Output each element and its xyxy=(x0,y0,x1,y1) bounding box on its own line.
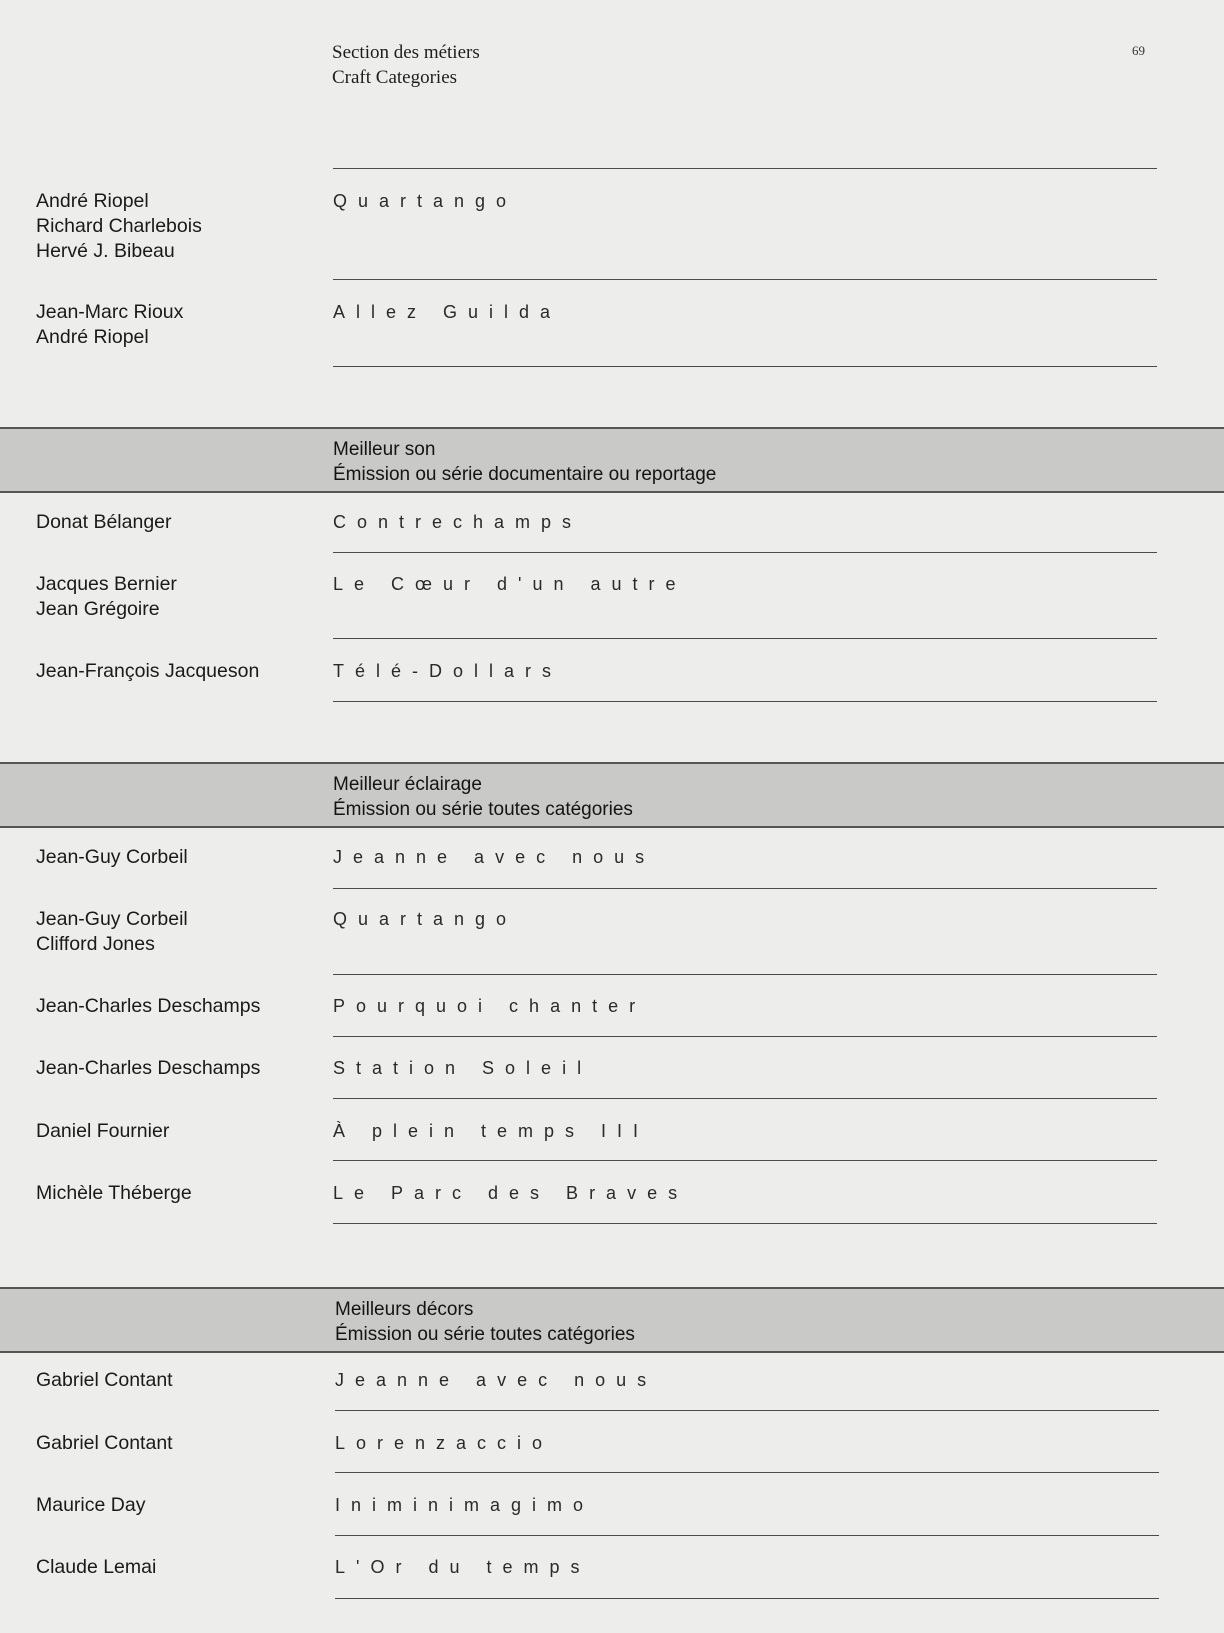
credit-names xyxy=(36,510,172,535)
credit-name: Michèle Théberge xyxy=(36,1182,192,1204)
category-title: Meilleur éclairage xyxy=(333,774,482,795)
credit-name: Jean-Guy Corbeil xyxy=(36,846,188,868)
program-title: Allez Guilda xyxy=(333,302,562,322)
credit-name: Gabriel Contant xyxy=(36,1432,173,1454)
credit-name: Jacques Bernier xyxy=(36,573,177,595)
header-line-en: Craft Categories xyxy=(332,67,458,88)
program-title: Le Cœur d'un autre xyxy=(333,574,687,594)
program-title: Station Soleil xyxy=(333,1058,593,1078)
credit-names xyxy=(36,994,260,1019)
credit-name: Donat Bélanger xyxy=(36,511,172,533)
divider-rule xyxy=(333,279,1157,280)
program-title: Quartango xyxy=(333,909,518,929)
credit-name: Gabriel Contant xyxy=(36,1369,173,1391)
credit-names xyxy=(36,300,183,350)
program-title: Le Parc des Braves xyxy=(333,1183,689,1203)
category-title: Meilleur son xyxy=(333,439,436,460)
credit-name: Jean-François Jacqueson xyxy=(36,660,260,682)
category-heading xyxy=(335,1297,635,1347)
program-title: Jeanne avec nous xyxy=(335,1370,658,1390)
credit-names xyxy=(36,1368,173,1393)
category-band xyxy=(0,1287,1224,1353)
category-subtitle: Émission ou série toutes catégories xyxy=(333,799,633,820)
program-title: Pourquoi chanter xyxy=(333,996,647,1016)
program-title: À plein temps III xyxy=(333,1121,650,1141)
credit-names xyxy=(36,1119,169,1144)
divider-rule xyxy=(333,638,1157,639)
program-title: Jeanne avec nous xyxy=(333,847,656,867)
category-heading xyxy=(333,437,716,487)
page-number: 69 xyxy=(1132,43,1145,58)
program-title: Quartango xyxy=(333,191,518,211)
program-title: Lorenzaccio xyxy=(335,1433,554,1453)
credit-name: André Riopel xyxy=(36,326,149,348)
credit-names xyxy=(36,1056,260,1081)
program-title: L'Or du temps xyxy=(335,1557,591,1577)
header-line-fr: Section des métiers xyxy=(332,42,480,63)
divider-rule xyxy=(333,1160,1157,1161)
divider-rule xyxy=(333,1098,1157,1099)
credit-name: Clifford Jones xyxy=(36,933,155,955)
category-band xyxy=(0,762,1224,828)
credit-names xyxy=(36,1181,192,1206)
credit-names xyxy=(36,572,177,622)
category-title: Meilleurs décors xyxy=(335,1299,474,1320)
divider-rule xyxy=(335,1598,1159,1599)
credit-names xyxy=(36,659,259,684)
divider-rule xyxy=(333,1223,1157,1224)
credit-name: Daniel Fournier xyxy=(36,1120,170,1142)
divider-rule xyxy=(335,1410,1159,1411)
credit-names xyxy=(36,1555,156,1580)
credit-name: Richard Charlebois xyxy=(36,215,202,237)
category-heading xyxy=(333,772,633,822)
program-title: Contrechamps xyxy=(333,512,583,532)
category-subtitle: Émission ou série documentaire ou reportage xyxy=(333,464,717,485)
credit-names xyxy=(36,845,188,870)
section-header xyxy=(332,40,480,90)
category-band xyxy=(0,427,1224,493)
credit-names xyxy=(36,189,202,264)
divider-rule xyxy=(335,1472,1159,1473)
divider-rule xyxy=(333,1036,1157,1037)
credit-names xyxy=(36,1493,145,1518)
divider-rule xyxy=(333,552,1157,553)
credit-name: Hervé J. Bibeau xyxy=(36,240,175,262)
divider-rule xyxy=(333,366,1157,367)
program-title: Télé-Dollars xyxy=(333,661,563,681)
credit-name: Jean-Guy Corbeil xyxy=(36,908,188,930)
program-title: Iniminimagimo xyxy=(335,1495,595,1515)
divider-rule xyxy=(333,974,1157,975)
credit-names xyxy=(36,1431,173,1456)
divider-rule xyxy=(333,888,1157,889)
credit-name: Jean-Charles Deschamps xyxy=(36,995,261,1017)
credit-name: André Riopel xyxy=(36,190,149,212)
category-subtitle: Émission ou série toutes catégories xyxy=(335,1324,635,1345)
credit-name: Jean-Marc Rioux xyxy=(36,301,184,323)
credit-name: Maurice Day xyxy=(36,1494,146,1516)
credit-names xyxy=(36,907,188,957)
divider-rule xyxy=(333,168,1157,169)
divider-rule xyxy=(333,701,1157,702)
credit-name: Claude Lemai xyxy=(36,1556,157,1578)
credit-name: Jean Grégoire xyxy=(36,598,160,620)
credit-name: Jean-Charles Deschamps xyxy=(36,1057,261,1079)
divider-rule xyxy=(335,1535,1159,1536)
